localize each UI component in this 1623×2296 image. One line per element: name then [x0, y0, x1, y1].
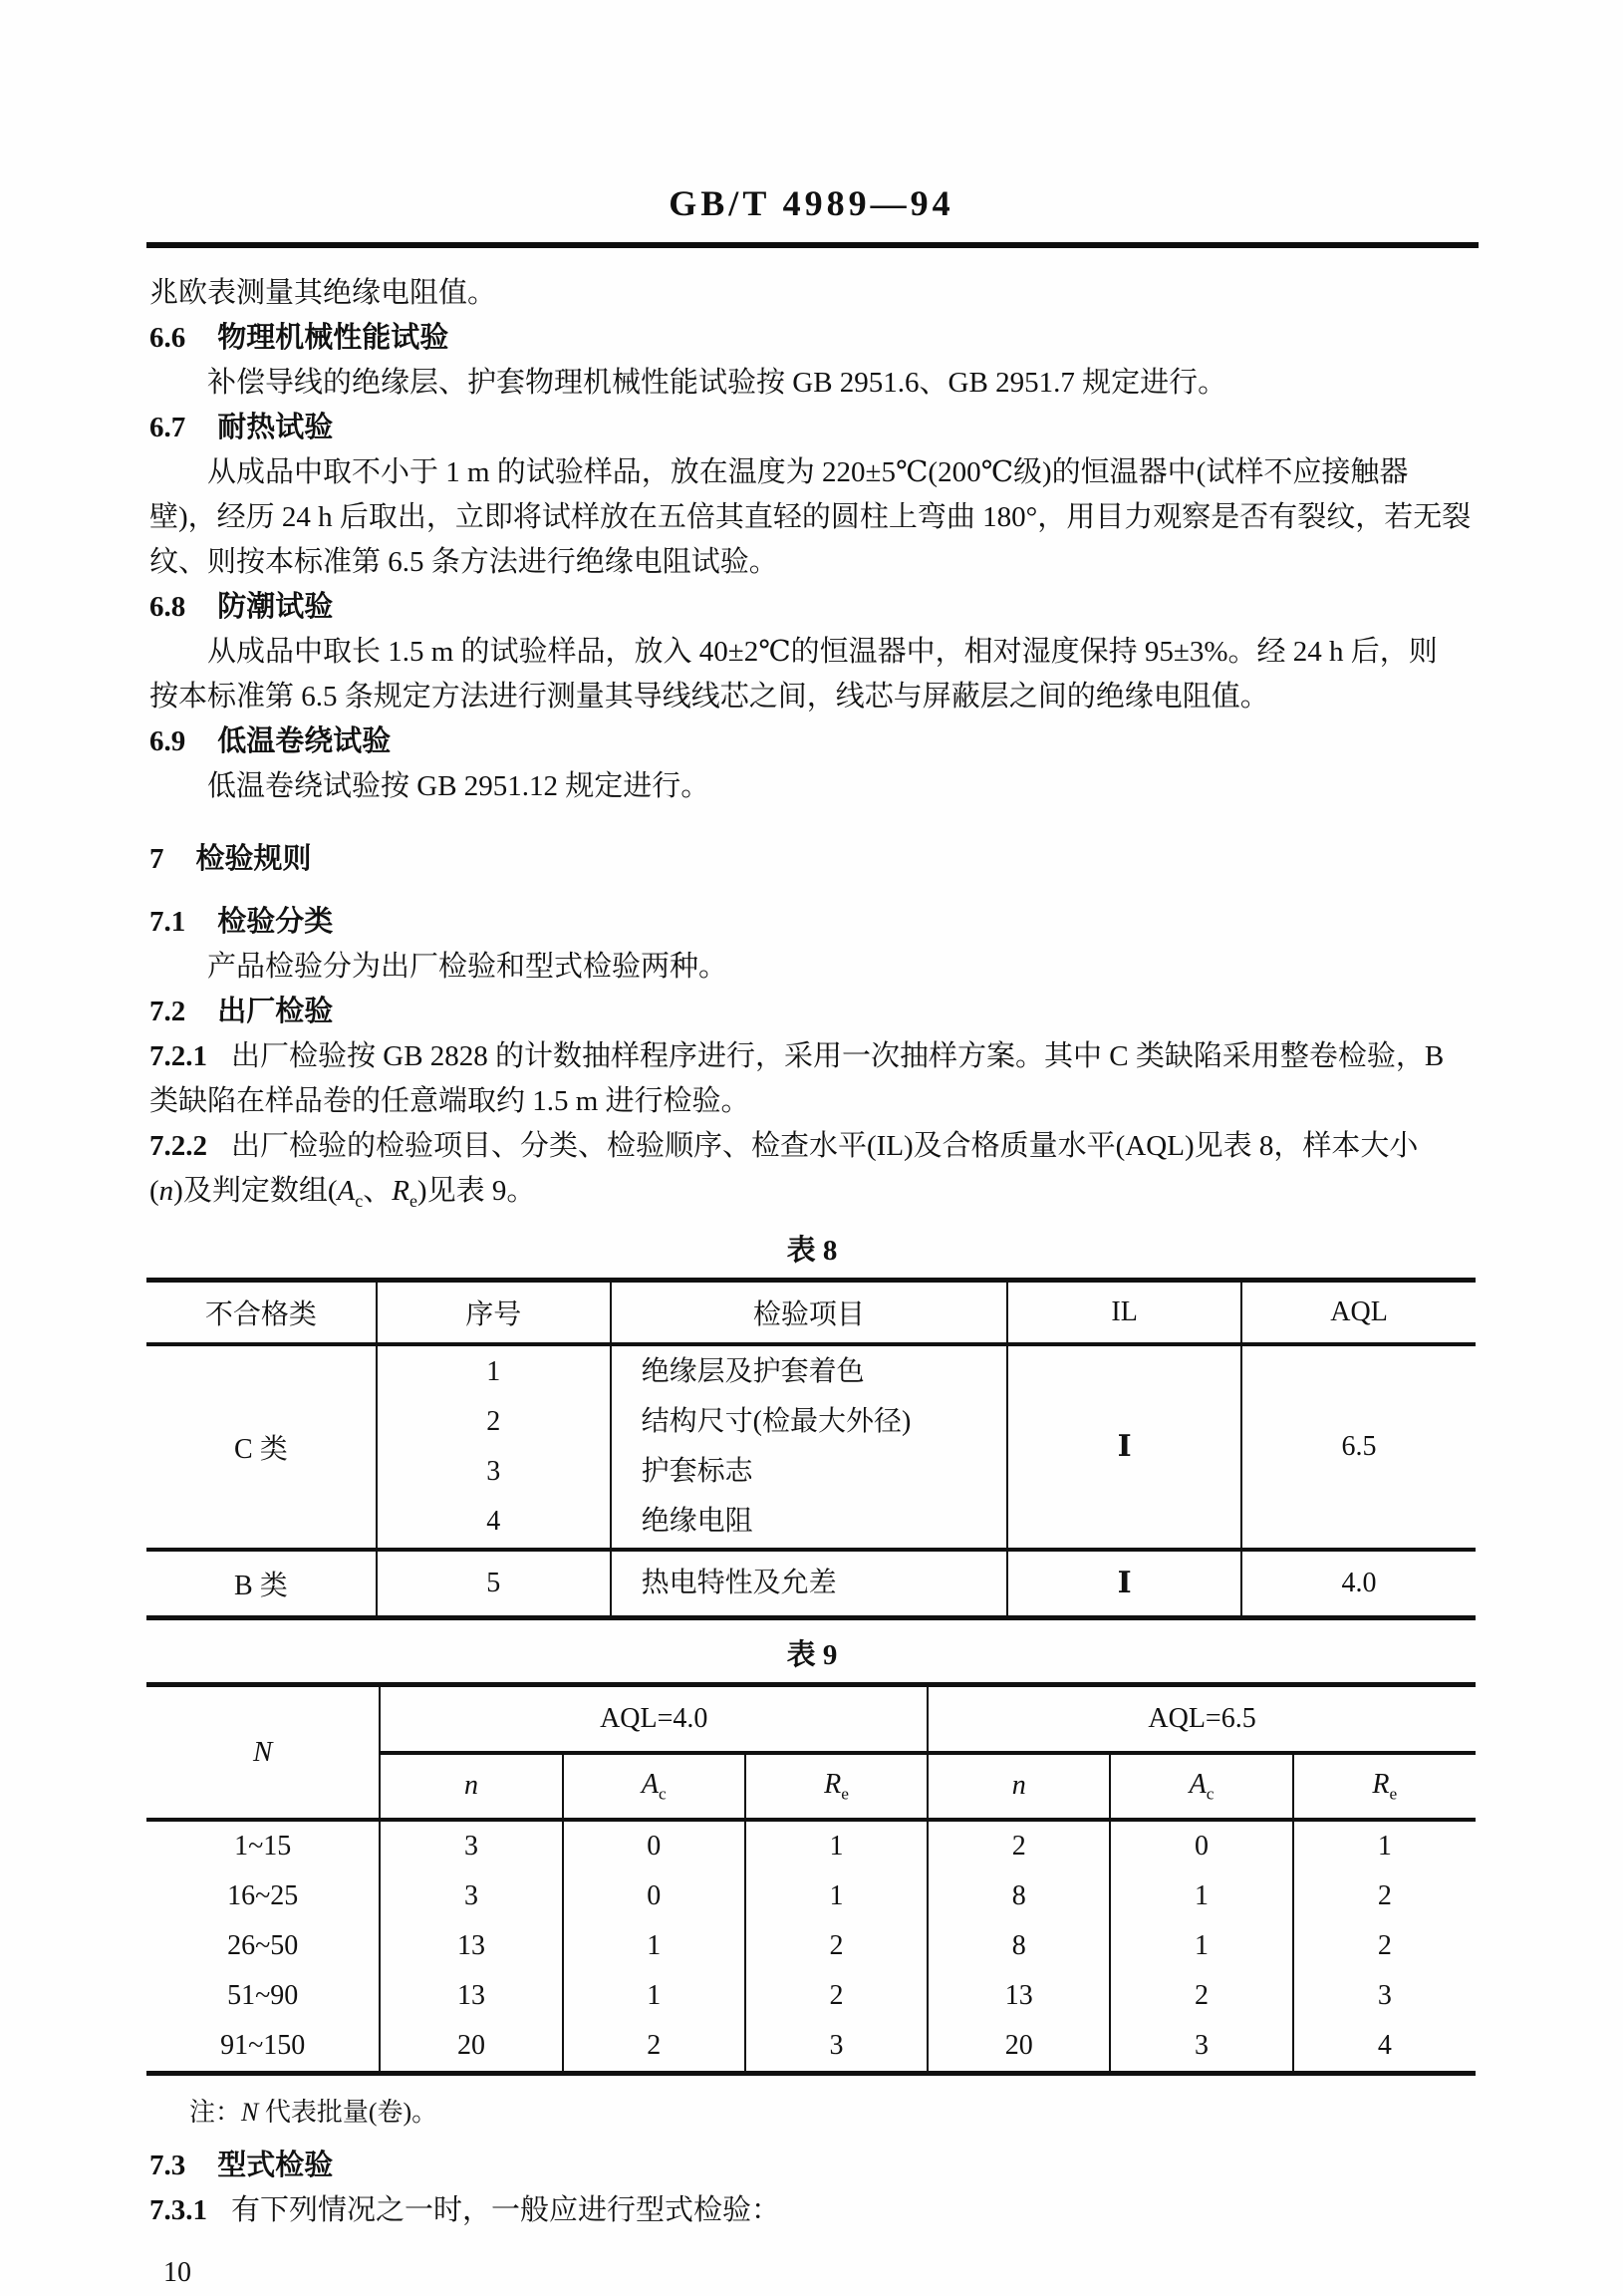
clause-title: 型式检验 [217, 2149, 334, 2181]
heading-6-9 [149, 719, 1479, 764]
table-row [146, 2021, 1476, 2074]
table-8-row-b [146, 1550, 1476, 1618]
value-cell: 2 [1293, 1921, 1476, 1971]
value-cell: 1 [1110, 1871, 1292, 1921]
batch-range: 26~50 [146, 1921, 380, 1971]
table-8-row-c [146, 1344, 1476, 1550]
heading-7-2 [149, 990, 1479, 1034]
value-cell: 4 [1293, 2021, 1476, 2074]
value-cell: 13 [380, 1971, 562, 2021]
cell-aql: 4.0 [1241, 1550, 1476, 1618]
value-cell: 2 [745, 1971, 928, 2021]
cell-il [1007, 1550, 1241, 1618]
standard-code-header: GB/T 4989—94 [669, 183, 954, 223]
inspection-item: 绝缘电阻 [641, 1505, 753, 1537]
paragraph-continuation: 兆欧表测量其绝缘电阻值。 [149, 277, 497, 309]
inspection-item: 结构尺寸(检最大外径) [641, 1405, 912, 1437]
inspection-item: 绝缘层及护套着色 [641, 1355, 865, 1387]
value-cell: 2 [928, 1820, 1110, 1871]
value-cell: 3 [380, 1820, 562, 1871]
clause-number: 6.9 [149, 725, 186, 757]
value-cell: 13 [380, 1921, 562, 1971]
clause-number: 7.3 [149, 2149, 186, 2181]
sub-header-n [380, 1753, 562, 1820]
variable-n: n [158, 1175, 174, 1207]
value-cell: 3 [1293, 1971, 1476, 2021]
batch-range: 51~90 [146, 1971, 380, 2021]
sub-header-re [1293, 1753, 1476, 1820]
variable-R: R [1372, 1768, 1390, 1800]
value-cell: 1 [1293, 1820, 1476, 1871]
clause-text: 出厂检验按 GB 2828 的计数抽样程序进行，采用一次抽样方案。其中 C 类缺陷采用整卷检验，B [231, 1040, 1445, 1072]
clause-title: 防潮试验 [217, 591, 334, 623]
clause-title: 耐热试验 [217, 412, 334, 443]
value-cell: 2 [745, 1921, 928, 1971]
paragraph-6-7-line2: 壁)，经历 24 h 后取出，立即将试样放在五倍其直轻的圆柱上弯曲 180°，用目力观察是否有裂纹，若无裂 [149, 501, 1472, 533]
group-header-aql-4-0: AQL=4.0 [380, 1684, 928, 1753]
paragraph-7-1: 产品检验分为出厂检验和型式检验两种。 [207, 951, 728, 983]
page-content [149, 271, 1479, 2289]
cell-numbers [377, 1344, 611, 1550]
clause-7-2-2-continuation [149, 1169, 1479, 1224]
clause-7-2-1 [149, 1034, 1479, 1079]
il-value: Ⅰ [1117, 1430, 1132, 1464]
table-9-caption: 表 9 [786, 1638, 838, 1671]
variable-N: N [253, 1735, 273, 1768]
heading-6-8 [149, 585, 1479, 630]
subscript-c: c [1206, 1784, 1215, 1804]
variable-N: N [241, 2097, 259, 2127]
value-cell: 0 [1110, 1820, 1292, 1871]
cell-aql: 6.5 [1241, 1344, 1476, 1550]
clause-title: 出厂检验 [217, 996, 334, 1027]
heading-7-1 [149, 900, 1479, 945]
table-9-group-header-row [146, 1684, 1476, 1753]
serial-number: 3 [486, 1455, 501, 1487]
clause-7-3-1 [149, 2188, 1479, 2233]
il-value: Ⅰ [1117, 1567, 1132, 1600]
paragraph-6-7-line1: 从成品中取不小于 1 m 的试验样品，放在温度为 220±5℃(200℃级)的恒温器中(试样不应接触器 [207, 456, 1409, 488]
table-8-header-row [146, 1280, 1476, 1344]
variable-A: A [641, 1768, 659, 1800]
cell-item [611, 1550, 1008, 1618]
col-header-batch [146, 1684, 380, 1820]
table-row [146, 1820, 1476, 1871]
text-fragment: ( [149, 1175, 159, 1207]
clause-number: 6.6 [149, 322, 186, 354]
batch-range: 16~25 [146, 1871, 380, 1921]
sub-header-ac [1110, 1753, 1292, 1820]
serial-number: 1 [486, 1355, 501, 1387]
text-fragment: )及判定数组( [173, 1175, 338, 1207]
table-8 [146, 1278, 1476, 1620]
page-number: 10 [163, 2256, 191, 2288]
value-cell: 1 [1110, 1921, 1292, 1971]
cell-items [611, 1344, 1008, 1550]
text-fragment: 、 [363, 1175, 393, 1207]
table-row [146, 1921, 1476, 1971]
table-8-caption: 表 8 [786, 1234, 838, 1267]
value-cell: 20 [928, 2021, 1110, 2074]
variable-Re: R [392, 1175, 409, 1207]
paragraph-6-8-line2: 按本标准第 6.5 条规定方法进行测量其导线线芯之间，线芯与屏蔽层之间的绝缘电阻值。 [149, 681, 1269, 713]
cell-category: C 类 [146, 1344, 377, 1550]
variable-Ac: A [337, 1175, 356, 1207]
value-cell: 1 [563, 1971, 745, 2021]
table-9-note [149, 2096, 1479, 2130]
cell-category: B 类 [146, 1550, 377, 1618]
serial-number: 2 [486, 1405, 501, 1437]
col-header-aql: AQL [1241, 1280, 1476, 1344]
heading-6-7 [149, 406, 1479, 450]
clause-number: 7.2 [149, 996, 186, 1027]
col-header-serial: 序号 [377, 1280, 611, 1344]
cell-il [1007, 1344, 1241, 1550]
value-cell: 8 [928, 1871, 1110, 1921]
value-cell: 3 [745, 2021, 928, 2074]
variable-R: R [824, 1768, 842, 1800]
heading-7 [149, 837, 1479, 882]
value-cell: 0 [563, 1820, 745, 1871]
paragraph-6-6: 补偿导线的绝缘层、护套物理机械性能试验按 GB 2951.6、GB 2951.7 规定进行。 [207, 367, 1227, 399]
clause-text: 有下列情况之一时，一般应进行型式检验： [231, 2193, 781, 2226]
heading-6-6 [149, 316, 1479, 361]
value-cell: 2 [1110, 1971, 1292, 2021]
paragraph-6-9: 低温卷绕试验按 GB 2951.12 规定进行。 [207, 770, 710, 802]
clause-number: 7.2.2 [149, 1130, 207, 1162]
batch-range: 1~15 [146, 1820, 380, 1871]
variable-n: n [1011, 1770, 1026, 1802]
note-prefix: 注： [189, 2097, 242, 2127]
value-cell: 1 [745, 1871, 928, 1921]
clause-title: 检验分类 [217, 906, 334, 938]
clause-number: 7.3.1 [149, 2193, 207, 2226]
col-header-il: IL [1007, 1280, 1241, 1344]
col-header-item: 检验项目 [611, 1280, 1008, 1344]
clause-text: 出厂检验的检验项目、分类、检验顺序、检查水平(IL)及合格质量水平(AQL)见表 8，样本大小 [231, 1130, 1419, 1162]
value-cell: 2 [1293, 1871, 1476, 1921]
inspection-item: 热电特性及允差 [641, 1567, 837, 1598]
header-rule [146, 242, 1479, 248]
paragraph-6-8-line1: 从成品中取长 1.5 m 的试验样品，放入 40±2℃的恒温器中，相对湿度保持 95±3%。经 24 h 后，则 [207, 636, 1438, 668]
value-cell: 2 [563, 2021, 745, 2074]
sub-header-re [745, 1753, 928, 1820]
text-fragment: )见表 9。 [416, 1175, 536, 1207]
clause-title: 物理机械性能试验 [217, 322, 449, 354]
subscript-c: c [658, 1784, 667, 1804]
clause-title: 低温卷绕试验 [217, 725, 392, 757]
sub-header-ac [563, 1753, 745, 1820]
value-cell: 13 [928, 1971, 1110, 2021]
clause-number: 6.7 [149, 412, 186, 443]
subscript-c: c [355, 1190, 364, 1211]
table-row [146, 1871, 1476, 1921]
clause-number: 7.1 [149, 906, 186, 938]
value-cell: 20 [380, 2021, 562, 2074]
sub-header-n [928, 1753, 1110, 1820]
inspection-item: 护套标志 [641, 1455, 753, 1487]
col-header-defect-class: 不合格类 [146, 1280, 377, 1344]
chapter-title: 检验规则 [195, 843, 312, 875]
clause-number: 7.2.1 [149, 1040, 207, 1072]
serial-number: 4 [486, 1505, 501, 1537]
value-cell: 1 [745, 1820, 928, 1871]
value-cell: 1 [563, 1921, 745, 1971]
subscript-e: e [841, 1784, 849, 1804]
clause-number: 6.8 [149, 591, 186, 623]
group-header-aql-6-5: AQL=6.5 [928, 1684, 1476, 1753]
paragraph-6-7-line3: 纹、则按本标准第 6.5 条方法进行绝缘电阻试验。 [149, 546, 778, 578]
variable-A: A [1189, 1768, 1207, 1800]
subscript-e: e [1389, 1784, 1398, 1804]
subscript-e: e [408, 1190, 417, 1211]
chapter-number: 7 [149, 843, 164, 875]
cell-number: 5 [377, 1550, 611, 1618]
clause-7-2-2 [149, 1124, 1479, 1169]
value-cell: 0 [563, 1871, 745, 1921]
value-cell: 8 [928, 1921, 1110, 1971]
value-cell: 3 [1110, 2021, 1292, 2074]
table-row [146, 1971, 1476, 2021]
variable-n: n [463, 1770, 478, 1802]
batch-range: 91~150 [146, 2021, 380, 2074]
clause-7-2-1-continuation: 类缺陷在样品卷的任意端取约 1.5 m 进行检验。 [149, 1085, 750, 1117]
table-9 [146, 1682, 1476, 2076]
value-cell: 3 [380, 1871, 562, 1921]
note-text: 代表批量(卷)。 [258, 2097, 438, 2127]
heading-7-3 [149, 2144, 1479, 2188]
